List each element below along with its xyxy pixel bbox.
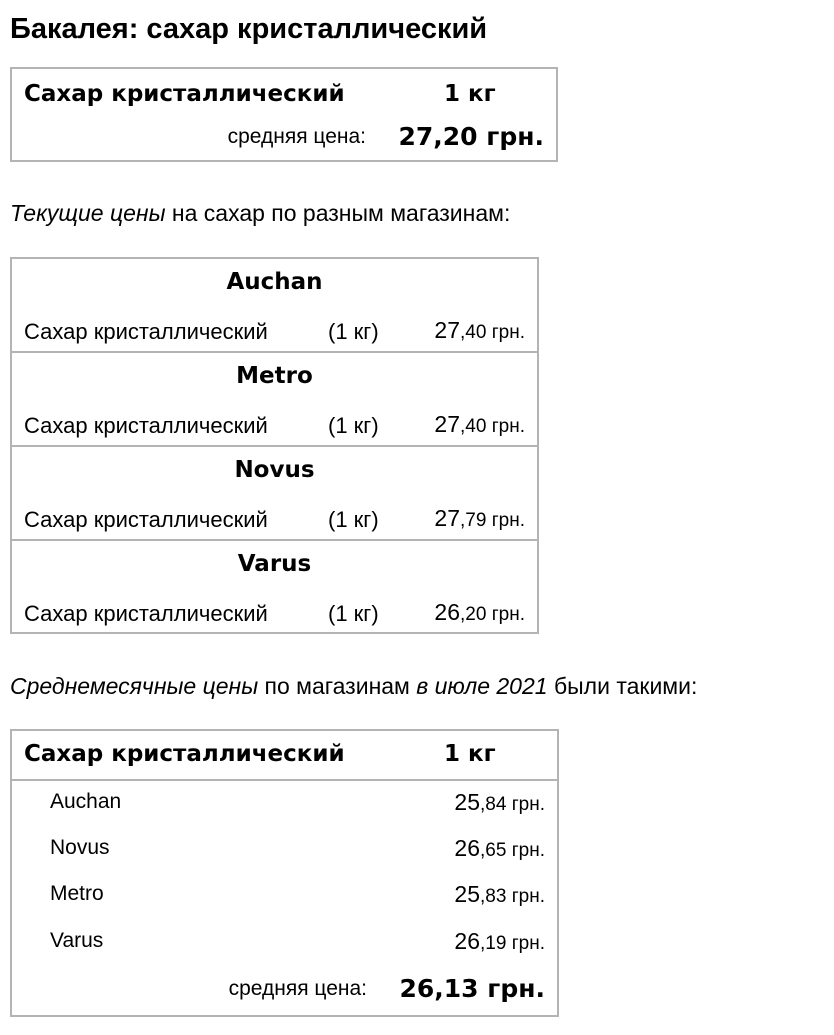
store-price-currency: грн. — [486, 322, 525, 343]
summary-price-box — [10, 67, 558, 162]
store-unit: (1 кг) — [328, 601, 379, 626]
monthly-row — [12, 789, 557, 819]
store-price-dec: ,79 — [460, 510, 487, 531]
monthly-row — [12, 881, 557, 911]
monthly-store: Auchan — [50, 790, 122, 813]
monthly-price-int: 26 — [454, 835, 481, 861]
summary-avg-label: средняя цена: — [227, 125, 366, 148]
store-price-int: 26 — [434, 599, 461, 625]
store-price-row — [12, 317, 537, 347]
store-price-row — [12, 411, 537, 441]
monthly-price — [454, 928, 545, 955]
store-price — [434, 317, 525, 344]
store-name: Novus — [234, 457, 315, 483]
store-product: Сахар кристаллический — [24, 601, 268, 626]
store-block-varus — [12, 541, 537, 635]
monthly-store: Novus — [50, 836, 110, 859]
store-block-auchan — [12, 259, 537, 353]
store-block-novus — [12, 447, 537, 541]
monthly-store: Varus — [50, 929, 104, 952]
monthly-price — [454, 881, 545, 908]
store-price-currency: грн. — [486, 416, 525, 437]
store-price-currency: грн. — [486, 510, 525, 531]
store-product: Сахар кристаллический — [24, 319, 268, 344]
monthly-avg-label: средняя цена: — [228, 977, 367, 1000]
store-price-int: 27 — [434, 317, 461, 343]
summary-unit: 1 кг — [444, 81, 496, 107]
store-product: Сахар кристаллический — [24, 413, 268, 438]
monthly-product-name: Сахар кристаллический — [24, 741, 345, 767]
store-unit: (1 кг) — [328, 319, 379, 344]
monthly-price-dec: ,84 — [480, 794, 507, 815]
monthly-intro-italic-2: в июле 2021 — [416, 673, 548, 699]
monthly-intro-text-2: были такими: — [547, 673, 698, 699]
store-price-row — [12, 599, 537, 629]
monthly-price-currency: грн. — [506, 840, 545, 861]
monthly-row — [12, 835, 557, 865]
store-price — [434, 505, 525, 532]
monthly-prices-intro — [10, 673, 697, 700]
store-name: Metro — [236, 363, 313, 389]
monthly-avg-price: 26,13 грн. — [399, 974, 545, 1003]
monthly-store: Metro — [50, 882, 104, 905]
monthly-price-int: 25 — [454, 789, 481, 815]
monthly-price-dec: ,83 — [480, 886, 507, 907]
monthly-price — [454, 835, 545, 862]
store-product: Сахар кристаллический — [24, 507, 268, 532]
monthly-intro-text-1: по магазинам — [258, 673, 417, 699]
store-price — [434, 411, 525, 438]
store-price-int: 27 — [434, 505, 461, 531]
store-prices-box — [10, 257, 539, 634]
page-title: Бакалея: сахар кристаллический — [10, 13, 488, 45]
monthly-price-int: 25 — [454, 881, 481, 907]
store-price-int: 27 — [434, 411, 461, 437]
current-prices-intro-text: на сахар по разным магазинам: — [165, 200, 511, 226]
store-unit: (1 кг) — [328, 507, 379, 532]
store-unit: (1 кг) — [328, 413, 379, 438]
store-price-dec: ,40 — [460, 322, 487, 343]
store-price-dec: ,20 — [460, 604, 487, 625]
monthly-prices-box — [10, 729, 559, 1017]
monthly-price — [454, 789, 545, 816]
store-price-dec: ,40 — [460, 416, 487, 437]
monthly-price-currency: грн. — [506, 794, 545, 815]
store-name: Varus — [237, 551, 312, 577]
monthly-intro-italic-1: Среднемесячные цены — [10, 673, 259, 699]
monthly-price-dec: ,65 — [480, 840, 507, 861]
summary-avg-price: 27,20 грн. — [398, 122, 544, 151]
summary-product-name: Сахар кристаллический — [24, 81, 345, 107]
monthly-price-currency: грн. — [506, 933, 545, 954]
monthly-row — [12, 928, 557, 958]
store-name: Auchan — [226, 269, 323, 295]
monthly-header-divider — [12, 779, 557, 781]
monthly-price-int: 26 — [454, 928, 481, 954]
monthly-price-currency: грн. — [506, 886, 545, 907]
current-prices-intro — [10, 200, 510, 227]
monthly-unit: 1 кг — [444, 741, 496, 767]
store-price-row — [12, 505, 537, 535]
store-price-currency: грн. — [486, 604, 525, 625]
monthly-price-dec: ,19 — [480, 933, 507, 954]
store-block-metro — [12, 353, 537, 447]
current-prices-intro-italic: Текущие цены — [10, 200, 166, 226]
store-price — [434, 599, 525, 626]
